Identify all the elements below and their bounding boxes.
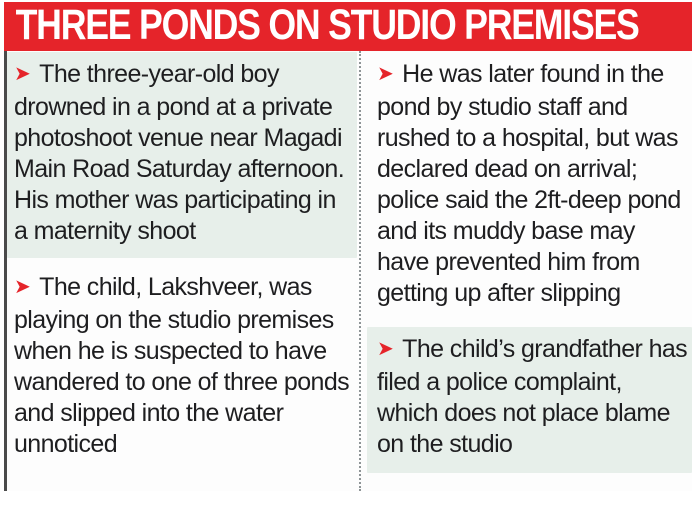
fact-item <box>7 52 357 258</box>
left-column <box>7 51 359 491</box>
bullet-arrow-icon: ➤ <box>377 338 394 360</box>
bullet-arrow-icon: ➤ <box>14 63 31 85</box>
headline-banner <box>4 2 692 51</box>
bullet-arrow-icon: ➤ <box>377 63 394 85</box>
fact-text: The three-year-old boy drowned in a pond at a private photoshoot venue near Magadi Main Road Saturday afternoon. His mother was participating in a maternity shoot <box>14 60 345 245</box>
fact-item <box>367 52 692 320</box>
bullet-arrow-icon: ➤ <box>14 276 31 298</box>
headline-title: THREE PONDS ON STUDIO PREMISES <box>15 2 639 49</box>
fact-item <box>7 265 357 471</box>
right-column <box>359 51 692 491</box>
factbox-content <box>4 51 692 491</box>
fact-item <box>367 327 692 473</box>
fact-text: The child’s grandfather has filed a police complaint, which does not place blame on the studio <box>377 335 688 458</box>
fact-text: The child, Lakshveer, was playing on the studio premises when he is suspected to have wandered to one of three ponds and slipped into the water unnoticed <box>14 273 350 458</box>
fact-text: He was later found in the pond by studio staff and rushed to a hospital, but was declared dead on arrival; police said the 2ft-deep pond and its muddy base may have prevented him from getting up after slipping <box>377 60 681 307</box>
